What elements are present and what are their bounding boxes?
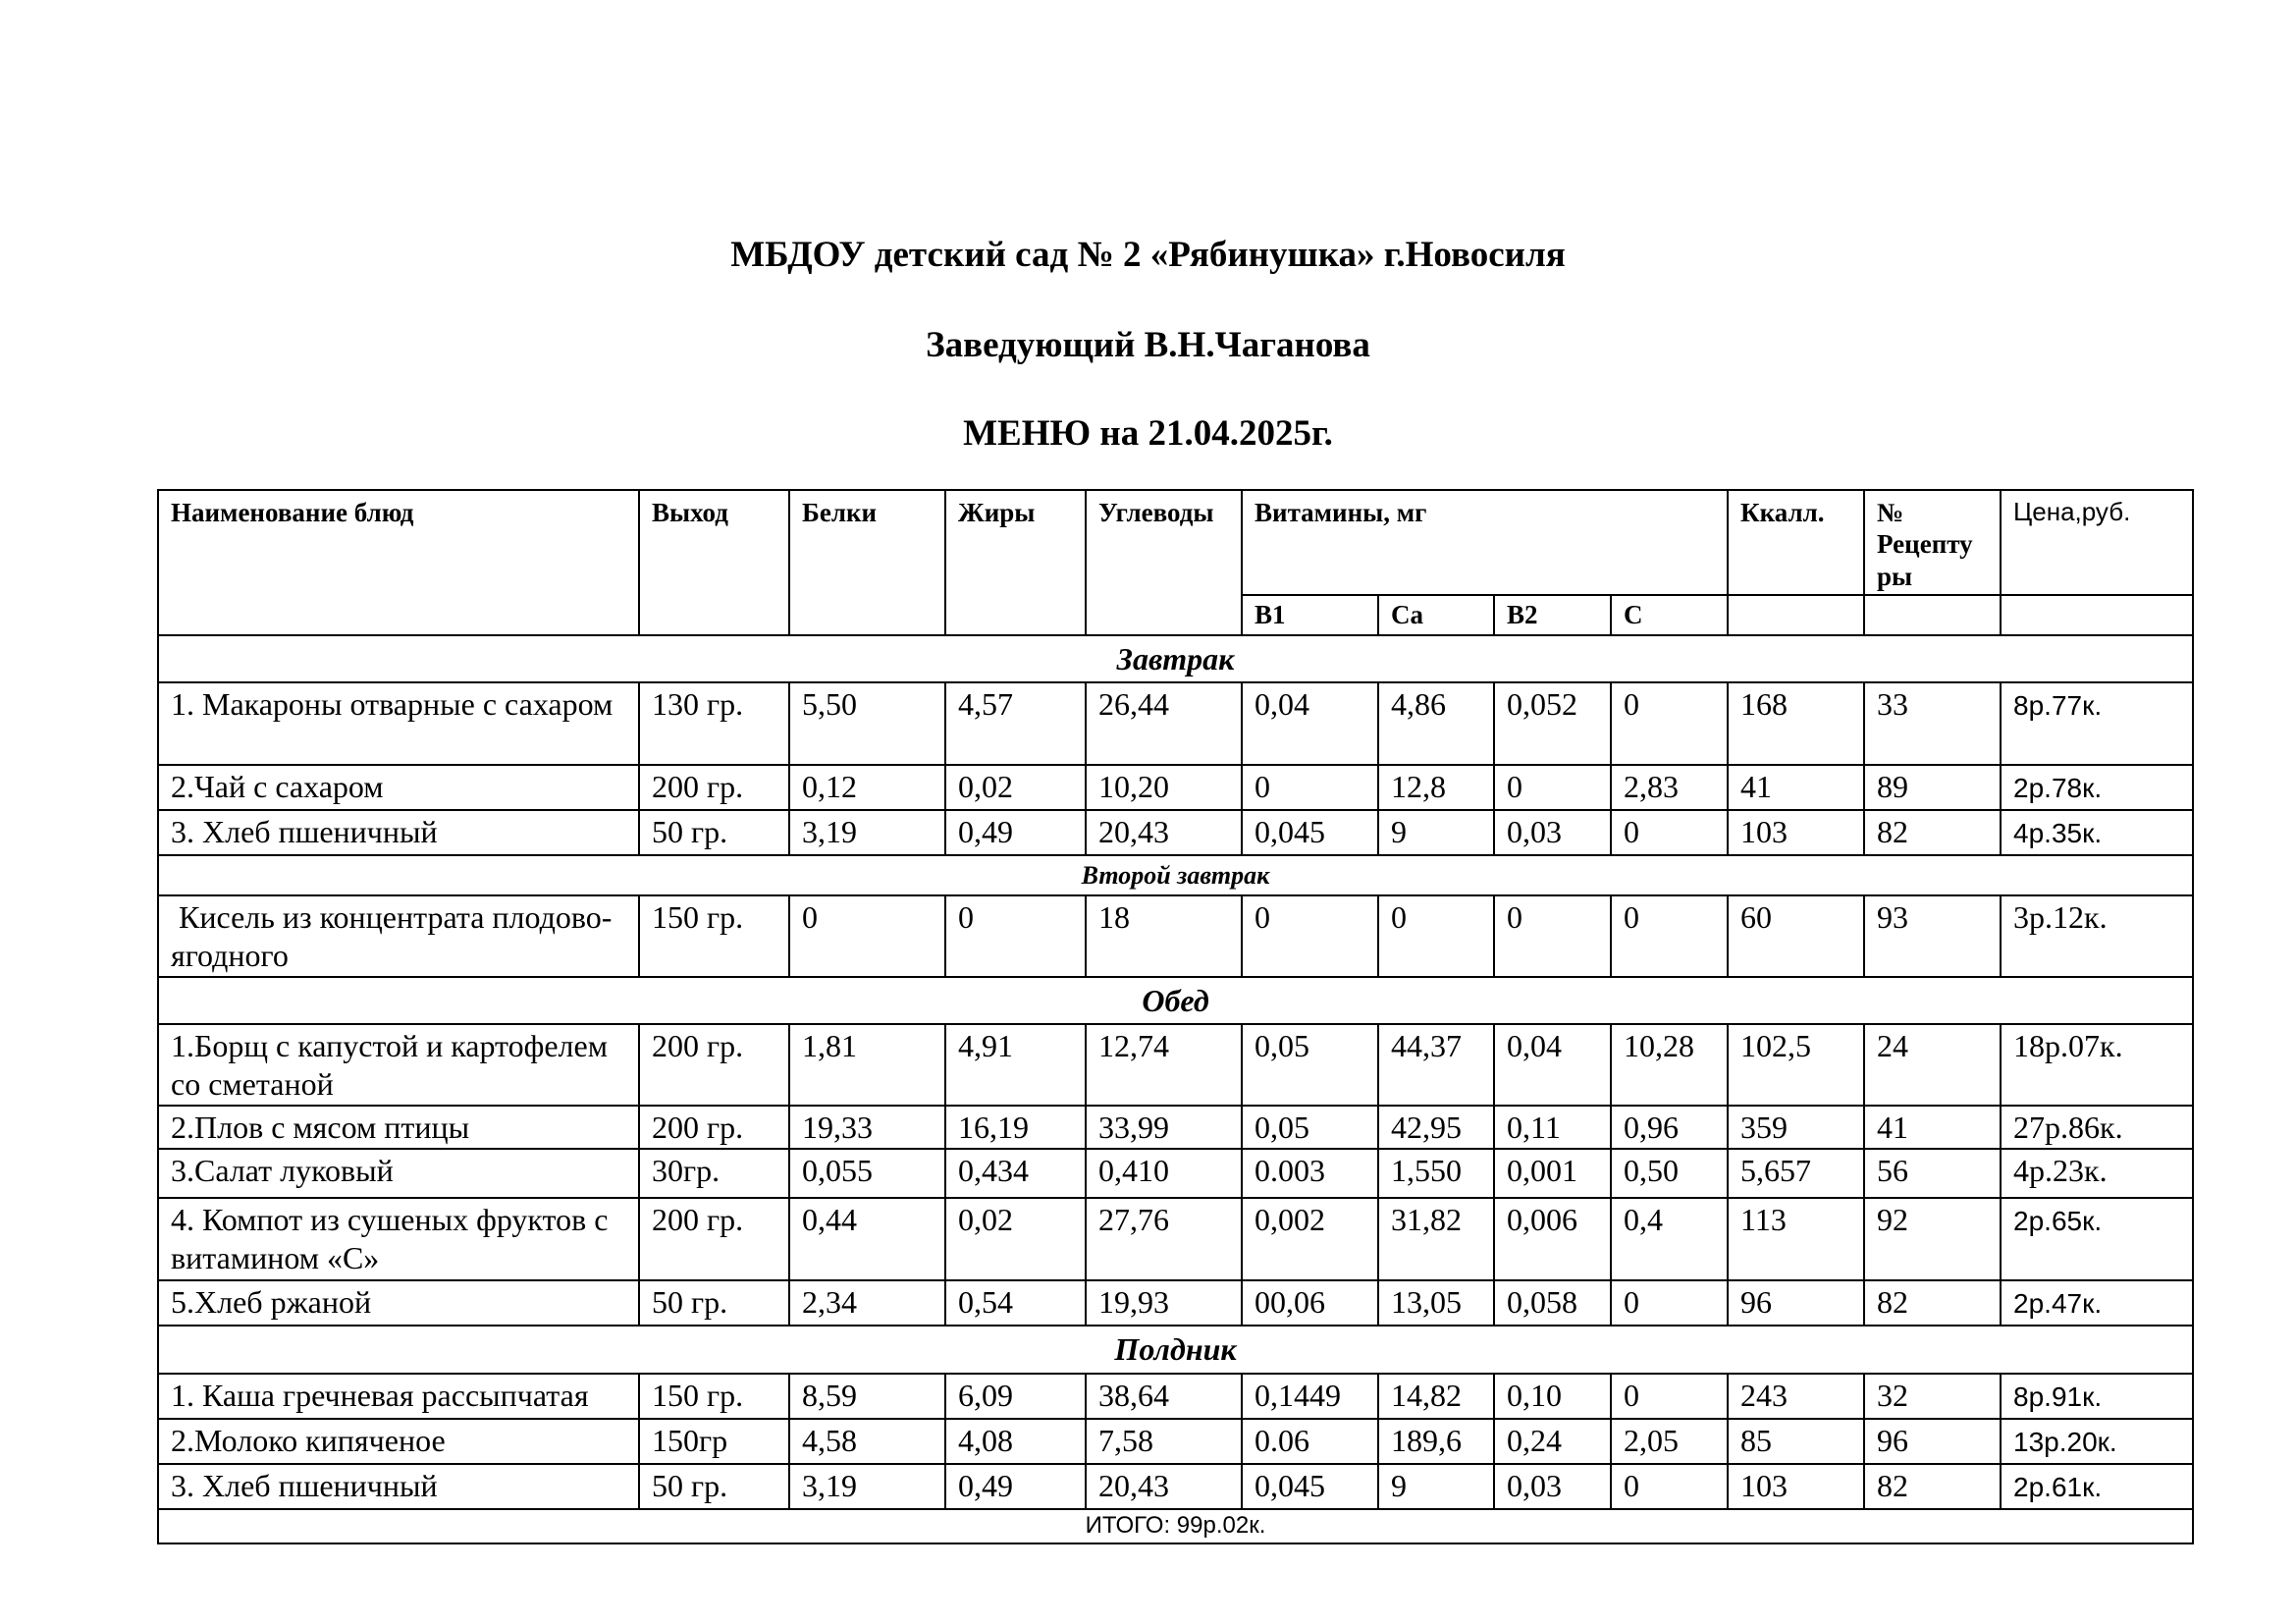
cell-price: 2р.61к. (2001, 1464, 2193, 1509)
cell-b1: 0 (1242, 765, 1378, 810)
cell-b2: 0,001 (1494, 1149, 1611, 1198)
cell-output: 150 гр. (639, 1374, 789, 1419)
cell-carbs: 18 (1086, 895, 1242, 977)
table-row (158, 810, 2193, 855)
cell-protein: 5,50 (789, 682, 945, 765)
col-header-vitamin-b2: В2 (1494, 595, 1611, 634)
cell-recipe: 82 (1864, 810, 2001, 855)
section-lunch: Обед (158, 977, 2193, 1024)
cell-output: 130 гр. (639, 682, 789, 765)
cell-recipe: 24 (1864, 1024, 2001, 1106)
cell-ca: 9 (1378, 1464, 1494, 1509)
cell-carbs: 12,74 (1086, 1024, 1242, 1106)
cell-c: 0,50 (1611, 1149, 1728, 1198)
cell-output: 30гр. (639, 1149, 789, 1198)
col-header-price: Цена,руб. (2001, 490, 2193, 595)
cell-c: 0 (1611, 1280, 1728, 1326)
cell-ca: 9 (1378, 810, 1494, 855)
cell-dish-name: 2.Молоко кипяченое (158, 1419, 639, 1464)
col-header-kcal-blank (1728, 595, 1864, 634)
cell-kcal: 102,5 (1728, 1024, 1864, 1106)
cell-kcal: 103 (1728, 1464, 1864, 1509)
cell-protein: 0,12 (789, 765, 945, 810)
cell-price: 2р.65к. (2001, 1198, 2193, 1280)
cell-ca: 0 (1378, 895, 1494, 977)
cell-output: 50 гр. (639, 1280, 789, 1326)
cell-b2: 0,058 (1494, 1280, 1611, 1326)
table-row (158, 1464, 2193, 1509)
cell-dish-name: 4. Компот из сушеных фруктов с витамином «С» (158, 1198, 639, 1280)
cell-output: 150гр (639, 1419, 789, 1464)
cell-carbs: 27,76 (1086, 1198, 1242, 1280)
cell-ca: 31,82 (1378, 1198, 1494, 1280)
cell-price: 3р.12к. (2001, 895, 2193, 977)
cell-protein: 0 (789, 895, 945, 977)
cell-kcal: 113 (1728, 1198, 1864, 1280)
cell-b1: 0,05 (1242, 1024, 1378, 1106)
cell-c: 0,4 (1611, 1198, 1728, 1280)
cell-fat: 6,09 (945, 1374, 1086, 1419)
table-row (158, 765, 2193, 810)
cell-output: 200 гр. (639, 1024, 789, 1106)
cell-fat: 4,08 (945, 1419, 1086, 1464)
total-row: ИТОГО: 99р.02к. (158, 1509, 2193, 1543)
cell-dish-name: 2.Чай с сахаром (158, 765, 639, 810)
cell-ca: 4,86 (1378, 682, 1494, 765)
cell-b1: 0,1449 (1242, 1374, 1378, 1419)
cell-ca: 44,37 (1378, 1024, 1494, 1106)
cell-fat: 0,02 (945, 1198, 1086, 1280)
cell-carbs: 20,43 (1086, 810, 1242, 855)
cell-kcal: 85 (1728, 1419, 1864, 1464)
cell-b1: 0,04 (1242, 682, 1378, 765)
cell-protein: 19,33 (789, 1106, 945, 1149)
col-header-vitamin-ca: Са (1378, 595, 1494, 634)
cell-dish-name: 3. Хлеб пшеничный (158, 810, 639, 855)
cell-b1: 0.06 (1242, 1419, 1378, 1464)
table-row (158, 1024, 2193, 1106)
cell-price: 18р.07к. (2001, 1024, 2193, 1106)
cell-kcal: 168 (1728, 682, 1864, 765)
cell-carbs: 26,44 (1086, 682, 1242, 765)
menu-table (157, 489, 2194, 1544)
section-breakfast: Завтрак (158, 635, 2193, 682)
cell-fat: 4,57 (945, 682, 1086, 765)
cell-dish-name: Кисель из концентрата плодово-ягодного (158, 895, 639, 977)
cell-dish-name: 1. Каша гречневая рассыпчатая (158, 1374, 639, 1419)
cell-b2: 0,03 (1494, 1464, 1611, 1509)
cell-output: 200 гр. (639, 1106, 789, 1149)
table-row (158, 1198, 2193, 1280)
cell-carbs: 38,64 (1086, 1374, 1242, 1419)
cell-ca: 13,05 (1378, 1280, 1494, 1326)
institution-title: МБДОУ детский сад № 2 «Рябинушка» г.Новосиля (730, 235, 1566, 275)
cell-output: 200 гр. (639, 765, 789, 810)
cell-output: 50 гр. (639, 810, 789, 855)
cell-protein: 3,19 (789, 810, 945, 855)
cell-dish-name: 3.Салат луковый (158, 1149, 639, 1198)
cell-b2: 0,10 (1494, 1374, 1611, 1419)
cell-price: 13р.20к. (2001, 1419, 2193, 1464)
cell-carbs: 20,43 (1086, 1464, 1242, 1509)
cell-ca: 12,8 (1378, 765, 1494, 810)
col-header-fat: Жиры (945, 490, 1086, 635)
cell-fat: 0 (945, 895, 1086, 977)
cell-fat: 0,434 (945, 1149, 1086, 1198)
menu-title: МЕНЮ на 21.04.2025г. (963, 413, 1333, 454)
cell-recipe: 82 (1864, 1464, 2001, 1509)
cell-fat: 16,19 (945, 1106, 1086, 1149)
cell-fat: 0,49 (945, 810, 1086, 855)
cell-output: 150 гр. (639, 895, 789, 977)
col-header-name: Наименование блюд (158, 490, 639, 635)
cell-c: 0,96 (1611, 1106, 1728, 1149)
table-row (158, 1106, 2193, 1149)
cell-b2: 0,03 (1494, 810, 1611, 855)
director-line: Заведующий В.Н.Чаганова (926, 325, 1370, 365)
cell-price: 8р.77к. (2001, 682, 2193, 765)
cell-dish-name: 2.Плов с мясом птицы (158, 1106, 639, 1149)
cell-c: 0 (1611, 1374, 1728, 1419)
cell-b1: 0.003 (1242, 1149, 1378, 1198)
table-row (158, 1374, 2193, 1419)
cell-b1: 0,05 (1242, 1106, 1378, 1149)
cell-ca: 1,550 (1378, 1149, 1494, 1198)
cell-recipe: 33 (1864, 682, 2001, 765)
cell-dish-name: 1. Макароны отварные с сахаром (158, 682, 639, 765)
cell-output: 200 гр. (639, 1198, 789, 1280)
section-afternoon-snack: Полдник (158, 1326, 2193, 1373)
cell-price: 2р.47к. (2001, 1280, 2193, 1326)
cell-fat: 0,02 (945, 765, 1086, 810)
cell-kcal: 359 (1728, 1106, 1864, 1149)
cell-kcal: 103 (1728, 810, 1864, 855)
cell-kcal: 41 (1728, 765, 1864, 810)
cell-recipe: 56 (1864, 1149, 2001, 1198)
col-header-vitamin-c: С (1611, 595, 1728, 634)
col-header-carbs: Углеводы (1086, 490, 1242, 635)
cell-price: 4р.23к. (2001, 1149, 2193, 1198)
col-header-recipe-blank (1864, 595, 2001, 634)
cell-dish-name: 3. Хлеб пшеничный (158, 1464, 639, 1509)
table-row (158, 1280, 2193, 1326)
cell-protein: 1,81 (789, 1024, 945, 1106)
cell-ca: 189,6 (1378, 1419, 1494, 1464)
cell-protein: 8,59 (789, 1374, 945, 1419)
col-header-vitamins: Витамины, мг (1242, 490, 1728, 595)
cell-ca: 42,95 (1378, 1106, 1494, 1149)
table-row (158, 1419, 2193, 1464)
cell-output: 50 гр. (639, 1464, 789, 1509)
cell-fat: 0,54 (945, 1280, 1086, 1326)
cell-fat: 4,91 (945, 1024, 1086, 1106)
col-header-protein: Белки (789, 490, 945, 635)
cell-b2: 0,052 (1494, 682, 1611, 765)
col-header-price-blank (2001, 595, 2193, 634)
cell-b1: 0,045 (1242, 1464, 1378, 1509)
cell-protein: 3,19 (789, 1464, 945, 1509)
cell-b2: 0,24 (1494, 1419, 1611, 1464)
cell-b2: 0,04 (1494, 1024, 1611, 1106)
cell-carbs: 33,99 (1086, 1106, 1242, 1149)
table-row (158, 682, 2193, 765)
cell-recipe: 89 (1864, 765, 2001, 810)
cell-recipe: 93 (1864, 895, 2001, 977)
cell-c: 2,83 (1611, 765, 1728, 810)
cell-b1: 0,002 (1242, 1198, 1378, 1280)
cell-price: 8р.91к. (2001, 1374, 2193, 1419)
col-header-vitamin-b1: В1 (1242, 595, 1378, 634)
cell-protein: 0,055 (789, 1149, 945, 1198)
cell-ca: 14,82 (1378, 1374, 1494, 1419)
cell-kcal: 60 (1728, 895, 1864, 977)
cell-dish-name: 1.Борщ с капустой и картофелем со сметаной (158, 1024, 639, 1106)
cell-b1: 0 (1242, 895, 1378, 977)
cell-c: 0 (1611, 1464, 1728, 1509)
table-row (158, 895, 2193, 977)
cell-kcal: 243 (1728, 1374, 1864, 1419)
cell-recipe: 82 (1864, 1280, 2001, 1326)
cell-recipe: 92 (1864, 1198, 2001, 1280)
cell-recipe: 96 (1864, 1419, 2001, 1464)
cell-recipe: 32 (1864, 1374, 2001, 1419)
cell-protein: 4,58 (789, 1419, 945, 1464)
cell-recipe: 41 (1864, 1106, 2001, 1149)
cell-c: 0 (1611, 682, 1728, 765)
cell-protein: 0,44 (789, 1198, 945, 1280)
cell-b2: 0,11 (1494, 1106, 1611, 1149)
cell-fat: 0,49 (945, 1464, 1086, 1509)
col-header-output: Выход (639, 490, 789, 635)
cell-dish-name: 5.Хлеб ржаной (158, 1280, 639, 1326)
cell-c: 0 (1611, 895, 1728, 977)
col-header-recipe: № Рецепту ры (1864, 490, 2001, 595)
cell-b2: 0 (1494, 765, 1611, 810)
cell-kcal: 96 (1728, 1280, 1864, 1326)
cell-c: 10,28 (1611, 1024, 1728, 1106)
cell-carbs: 19,93 (1086, 1280, 1242, 1326)
cell-b1: 0,045 (1242, 810, 1378, 855)
cell-c: 0 (1611, 810, 1728, 855)
table-row (158, 1149, 2193, 1198)
cell-b2: 0,006 (1494, 1198, 1611, 1280)
section-second-breakfast: Второй завтрак (158, 855, 2193, 895)
cell-b2: 0 (1494, 895, 1611, 977)
cell-price: 4р.35к. (2001, 810, 2193, 855)
cell-protein: 2,34 (789, 1280, 945, 1326)
cell-kcal: 5,657 (1728, 1149, 1864, 1198)
cell-price: 27р.86к. (2001, 1106, 2193, 1149)
cell-c: 2,05 (1611, 1419, 1728, 1464)
cell-carbs: 7,58 (1086, 1419, 1242, 1464)
cell-price: 2р.78к. (2001, 765, 2193, 810)
cell-carbs: 10,20 (1086, 765, 1242, 810)
col-header-kcal: Ккалл. (1728, 490, 1864, 595)
cell-b1: 00,06 (1242, 1280, 1378, 1326)
cell-carbs: 0,410 (1086, 1149, 1242, 1198)
